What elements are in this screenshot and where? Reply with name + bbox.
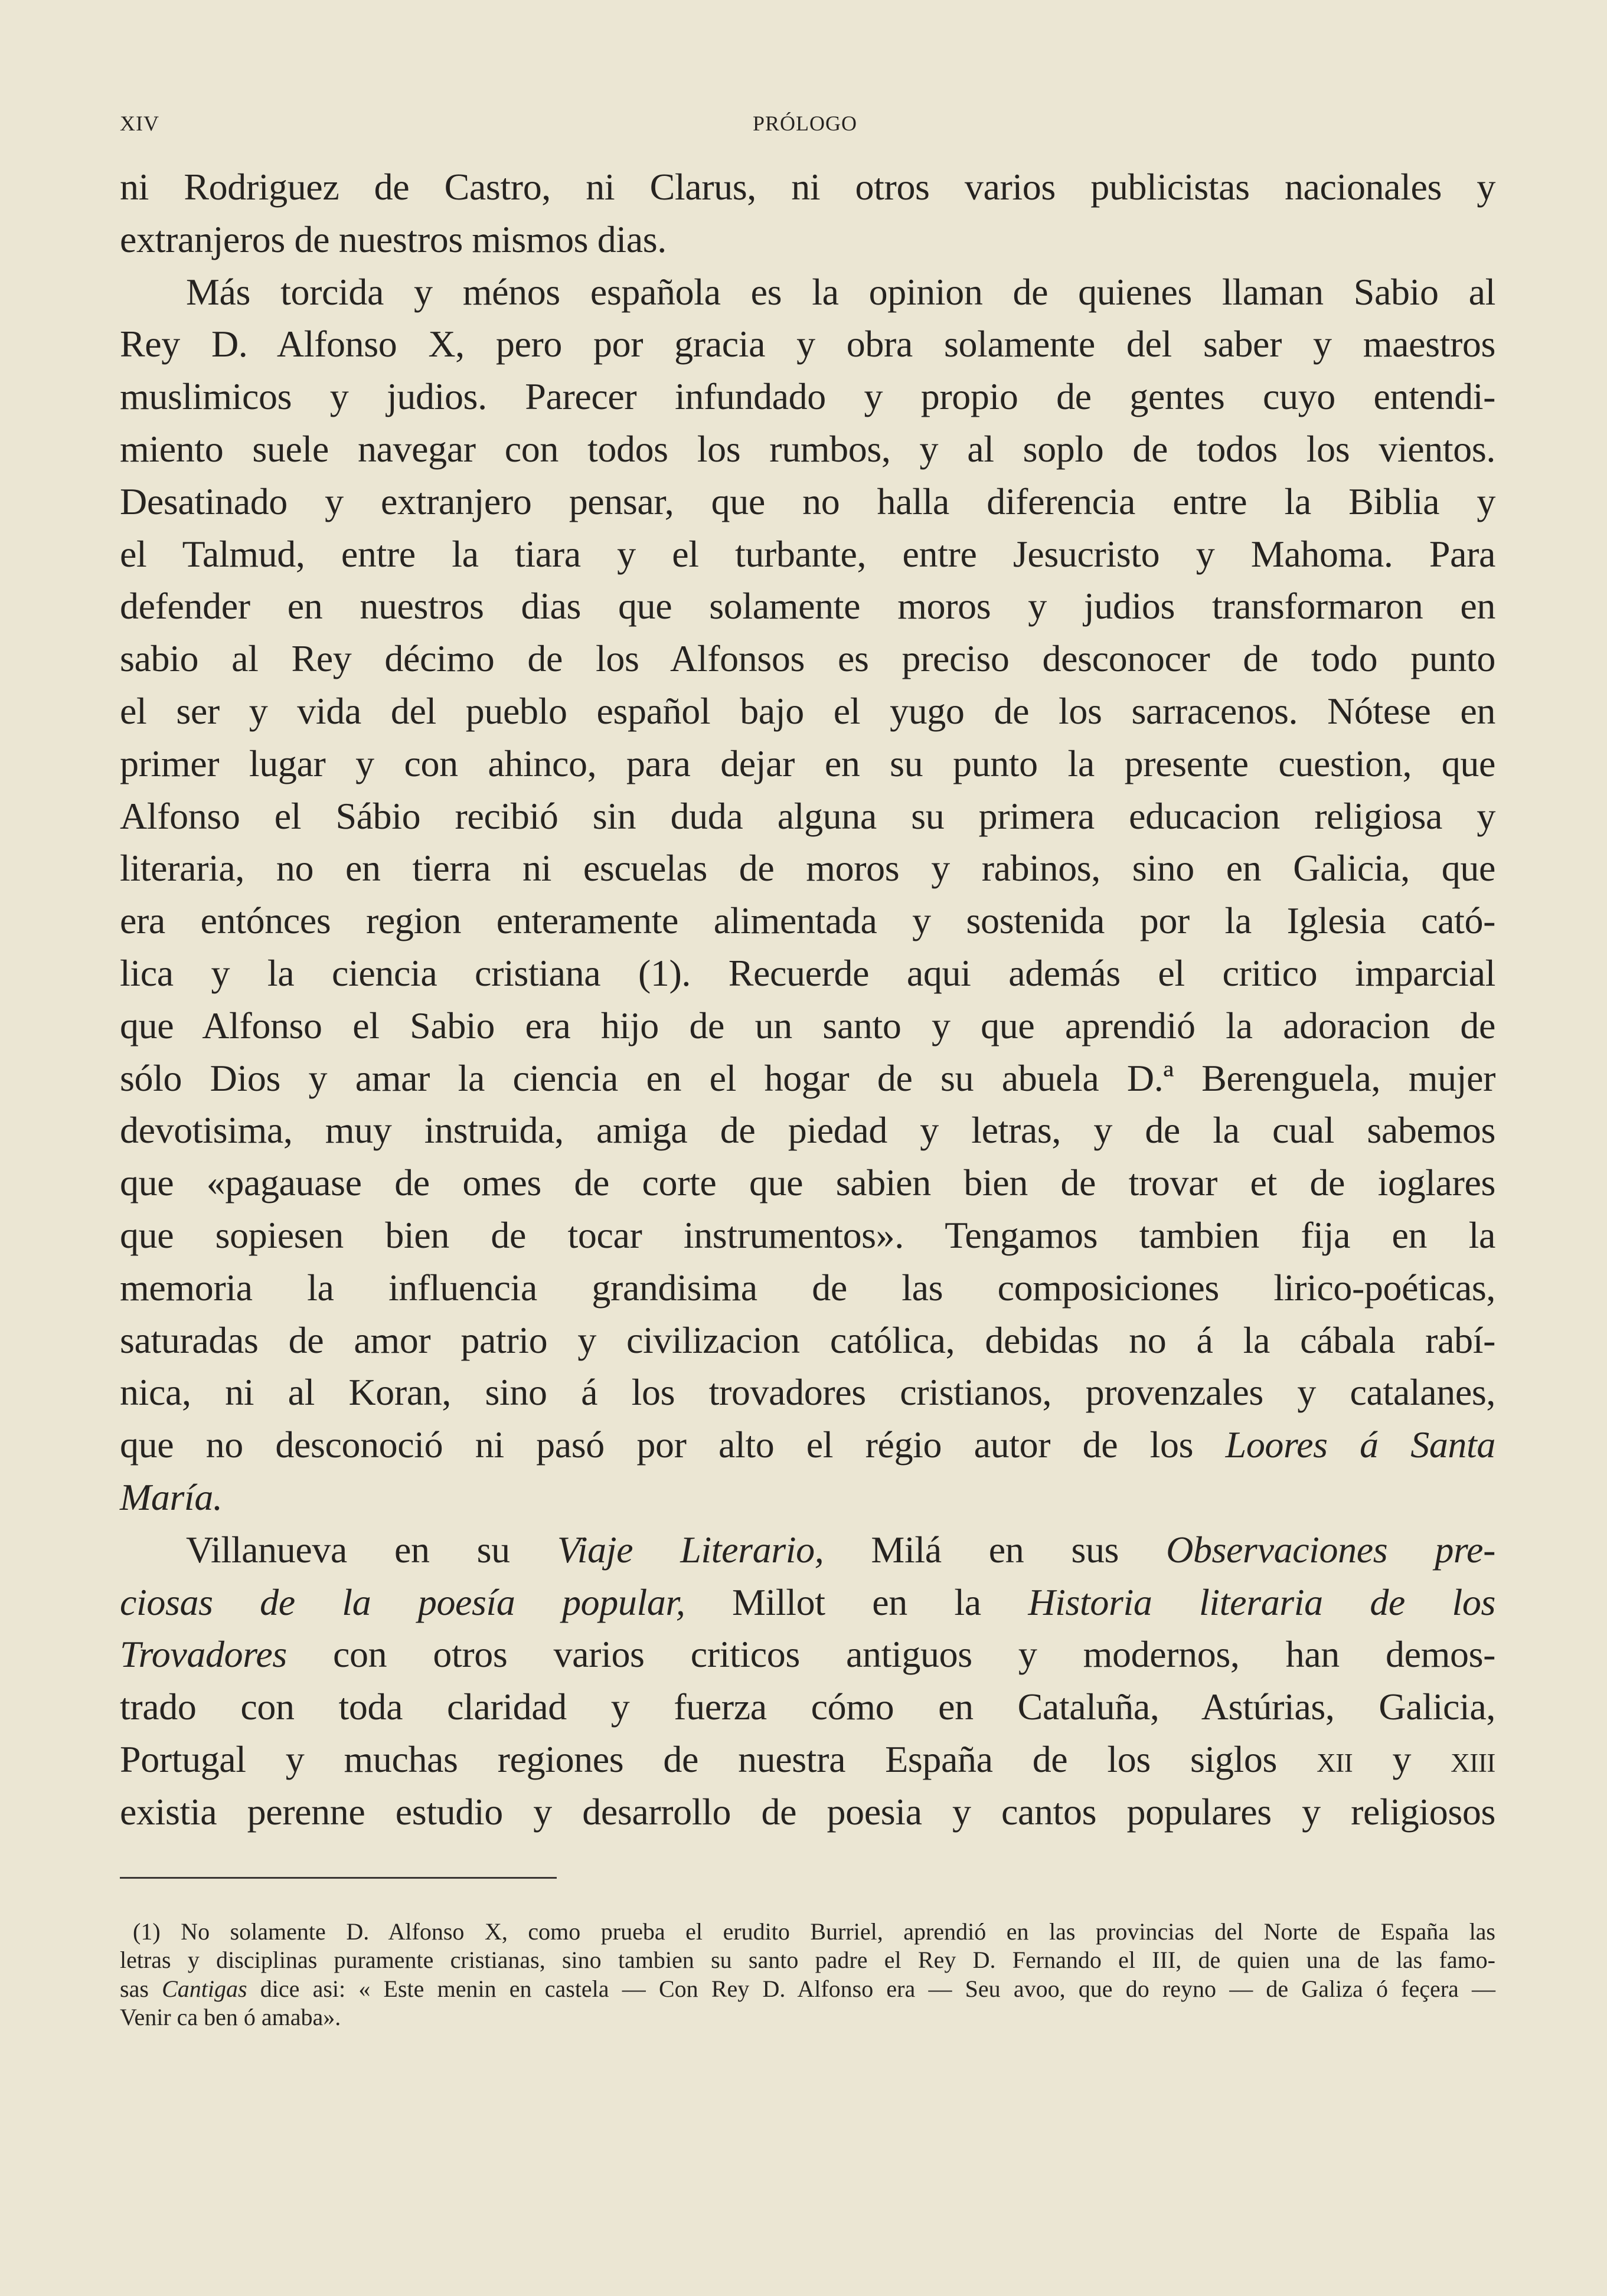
text-span: miento suele navegar con todos los rumbos, y al soplo de todos los vientos.: [120, 428, 1495, 470]
text-span: con otros varios criticos antiguos y modernos, han demos-: [286, 1633, 1495, 1676]
text-span: existia perenne estudio y desarrollo de poesia y cantos populares y religiosos: [120, 1790, 1495, 1833]
text-span: Alfonso el Sábio recibió sin duda alguna su primera educacion religiosa y: [120, 794, 1495, 837]
text-line: [120, 423, 1495, 475]
text-line: [120, 1156, 1495, 1209]
text-span: que no desconoció ni pasó por alto el régio autor de los: [120, 1424, 1226, 1466]
text-line: [120, 266, 1495, 318]
text-line: [120, 1733, 1495, 1785]
italic-text: María.: [120, 1476, 223, 1518]
text-line: [120, 1523, 1495, 1576]
footnote-line: [120, 1975, 1495, 2003]
italic-text: ciosas de la poesía popular,: [120, 1581, 685, 1623]
text-span: que sopiesen bien de tocar instrumentos». Tengamos tambien fija en la: [120, 1214, 1495, 1256]
text-span: Venir ca ben ó amaba».: [120, 2003, 341, 2030]
text-span: sas: [120, 1975, 162, 2002]
text-line: [120, 790, 1495, 842]
text-line: [120, 528, 1495, 580]
text-line: [120, 1261, 1495, 1314]
text-line: [120, 580, 1495, 632]
text-span: y: [1353, 1738, 1451, 1780]
text-line: [120, 737, 1495, 790]
italic-text: Cantigas: [162, 1975, 247, 2002]
text-line: [120, 1680, 1495, 1733]
text-span: primer lugar y con ahinco, para dejar en su punto la presente cuestion, que: [120, 742, 1495, 784]
text-span: era entónces region enteramente alimentada y sostenida por la Iglesia cató-: [120, 900, 1495, 942]
footnote-divider: [120, 1877, 557, 1879]
text-span: Más torcida y ménos española es la opinion de quienes llaman Sabio al: [186, 270, 1495, 313]
text-span: que «pagauase de omes de corte que sabien bien de trovar et de ioglares: [120, 1162, 1495, 1204]
text-span: literaria, no en tierra ni escuelas de moros y rabinos, sino en Galicia, que: [120, 847, 1495, 889]
text-line: [120, 1471, 1495, 1523]
text-span: Millot en la: [685, 1581, 1028, 1623]
text-span: Milá en sus: [824, 1528, 1167, 1571]
text-line: [120, 947, 1495, 999]
text-span: Desatinado y extranjero pensar, que no halla diferencia entre la Biblia y: [120, 480, 1495, 522]
text-line: [120, 1366, 1495, 1418]
text-line: [120, 1209, 1495, 1261]
italic-text: Loores á Santa: [1225, 1424, 1496, 1466]
text-line: [120, 1418, 1495, 1471]
text-span: que Alfonso el Sabio era hijo de un santo y que aprendió la adoracion de: [120, 1004, 1495, 1046]
text-line: [120, 318, 1495, 370]
text-span: ni Rodriguez de Castro, ni Clarus, ni otros varios publicistas nacionales y: [120, 166, 1495, 208]
text-line: [120, 1628, 1495, 1680]
text-span: nica, ni al Koran, sino á los trovadores cristianos, provenzales y catalanes,: [120, 1371, 1495, 1414]
text-line: [120, 1104, 1495, 1156]
footnote-line: [120, 2003, 1495, 2032]
text-span: sabio al Rey décimo de los Alfonsos es preciso desconocer de todo punto: [120, 637, 1495, 680]
text-span: trado con toda claridad y fuerza cómo en Cataluña, Astúrias, Galicia,: [120, 1686, 1495, 1728]
text-span: el ser y vida del pueblo español bajo el yugo de los sarracenos. Nótese en: [120, 690, 1495, 732]
italic-text: Viaje Literario,: [557, 1528, 824, 1571]
text-line: [120, 161, 1495, 213]
running-title: PRÓLOGO: [753, 112, 858, 135]
text-span: xii: [1317, 1738, 1353, 1780]
text-span: defender en nuestros dias que solamente moros y judios transformaron en: [120, 585, 1495, 627]
text-line: [120, 1314, 1495, 1366]
text-span: dice asi: « Este menin en castela — Con Rey D. Alfonso era — Seu avoo, que do reyno — de Galiza ó feçera —: [247, 1975, 1496, 2002]
italic-text: Historia literaria de los: [1028, 1581, 1495, 1623]
text-span: lica y la ciencia cristiana (1). Recuerde aqui además el critico imparcial: [120, 952, 1495, 994]
text-line: [120, 1576, 1495, 1628]
text-line: [120, 370, 1495, 423]
text-span: memoria la influencia grandisima de las composiciones lirico-poéticas,: [120, 1266, 1495, 1309]
italic-text: Observaciones pre-: [1166, 1528, 1495, 1571]
text-span: Portugal y muchas regiones de nuestra España de los siglos: [120, 1738, 1317, 1780]
text-line: [120, 842, 1495, 894]
text-span: (1) No solamente D. Alfonso X, como prueba el erudito Burriel, aprendió en las provincias del Norte de España las: [133, 1918, 1495, 1945]
page-number: XIV: [120, 112, 159, 135]
text-span: xiii: [1451, 1738, 1495, 1780]
text-span: Villanueva en su: [186, 1528, 557, 1571]
text-span: letras y disciplinas puramente cristianas, sino tambien su santo padre el Rey D. Fernando el III, de quien una de las famo-: [120, 1947, 1495, 1974]
text-line: [120, 632, 1495, 685]
text-span: extranjeros de nuestros mismos dias.: [120, 218, 667, 260]
text-span: sólo Dios y amar la ciencia en el hogar de su abuela D.ª Berenguela, mujer: [120, 1057, 1495, 1099]
footnote-line: [120, 1946, 1495, 1974]
text-line: [120, 894, 1495, 947]
text-line: [120, 475, 1495, 528]
text-line: [120, 1785, 1495, 1838]
text-span: muslimicos y judios. Parecer infundado y propio de gentes cuyo entendi-: [120, 375, 1495, 418]
text-span: saturadas de amor patrio y civilizacion católica, debidas no á la cábala rabí-: [120, 1319, 1495, 1361]
text-line: [120, 1052, 1495, 1104]
text-span: el Talmud, entre la tiara y el turbante, entre Jesucristo y Mahoma. Para: [120, 532, 1495, 575]
text-line: [120, 213, 1495, 266]
text-span: Rey D. Alfonso X, pero por gracia y obra solamente del saber y maestros: [120, 323, 1495, 365]
footnote-line: [120, 1918, 1495, 1946]
italic-text: Trovadores: [120, 1633, 287, 1676]
text-line: [120, 999, 1495, 1052]
text-span: devotisima, muy instruida, amiga de piedad y letras, y de la cual sabemos: [120, 1109, 1495, 1152]
text-line: [120, 685, 1495, 737]
